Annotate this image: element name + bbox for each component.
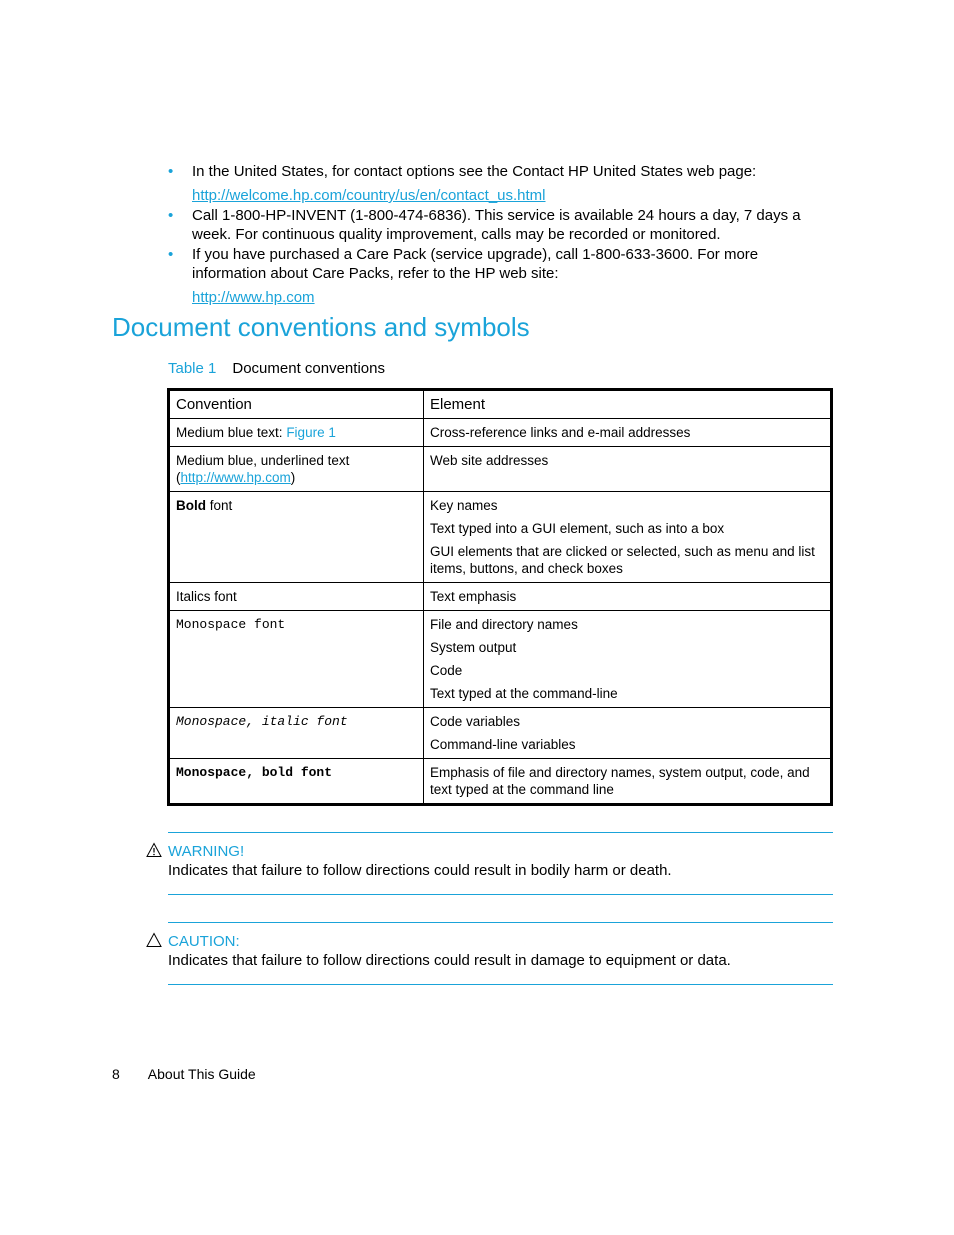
cell-line: System output	[430, 640, 517, 655]
table-row	[169, 759, 832, 805]
header-convention: Convention	[169, 390, 424, 419]
element-cell	[424, 492, 832, 583]
element-cell: Emphasis of file and directory names, system output, code, and text typed at the command line	[424, 759, 832, 805]
caution-notice	[168, 922, 833, 985]
table-caption	[168, 360, 385, 377]
conventions-table	[167, 388, 833, 806]
element-cell	[424, 708, 832, 759]
warning-label: WARNING!	[168, 843, 245, 860]
page-footer	[112, 1066, 256, 1082]
table-row	[169, 492, 832, 583]
table-title: Document conventions	[232, 360, 385, 377]
cell-line: Text typed into a GUI element, such as into a box	[430, 521, 725, 536]
table-row	[169, 447, 832, 492]
section-title: Document conventions and symbols	[112, 312, 530, 342]
caution-text: Indicates that failure to follow directions could result in damage to equipment or data.	[168, 952, 731, 969]
convention-cell: Italics font	[169, 583, 424, 611]
hp-website-link[interactable]: http://www.hp.com	[192, 289, 315, 306]
element-cell: Cross-reference links and e-mail addresses	[424, 419, 832, 447]
bold-text: Bold	[176, 498, 206, 513]
warning-notice	[168, 832, 833, 895]
contact-bullet-list	[168, 162, 818, 308]
paren-open: (	[176, 470, 181, 485]
bullet-text: If you have purchased a Care Pack (service upgrade), call 1-800-633-3600. For more information about Care Packs, refer to the HP web site:	[192, 246, 759, 282]
convention-cell	[169, 492, 424, 583]
table-row	[169, 583, 832, 611]
cell-line: Code	[430, 663, 463, 678]
paren-close: )	[290, 470, 296, 485]
cell-text: Medium blue text:	[176, 425, 287, 440]
bullet-text: In the United States, for contact options see the Contact HP United States web page:	[192, 163, 757, 180]
bullet-text: Call 1-800-HP-INVENT (1-800-474-6836). This service is available 24 hours a day, 7 days a week. For continuous quality improvement, calls may be recorded or monitored.	[192, 207, 801, 243]
bullet-item-care-pack	[168, 245, 818, 307]
caution-label: CAUTION:	[168, 933, 240, 950]
cell-line: Code variables	[430, 714, 521, 729]
warning-triangle-icon	[146, 842, 162, 858]
bullet-item-contact-page	[168, 162, 818, 205]
table-header-row	[169, 390, 832, 419]
cell-text: Medium blue, underlined text	[176, 453, 350, 468]
contact-us-link[interactable]: http://welcome.hp.com/country/us/en/contact_us.html	[192, 187, 546, 204]
hp-example-link[interactable]: http://www.hp.com	[180, 470, 291, 485]
warning-text: Indicates that failure to follow directions could result in bodily harm or death.	[168, 862, 672, 879]
table-row	[169, 611, 832, 708]
cell-line: Key names	[430, 498, 498, 513]
cell-line: GUI elements that are clicked or selected, such as menu and list items, buttons, and check boxes	[430, 544, 815, 576]
bullet-dot-icon: •	[168, 207, 174, 224]
cell-line: File and directory names	[430, 617, 578, 632]
table-number: Table 1	[168, 360, 217, 377]
caution-triangle-icon	[146, 932, 162, 948]
page-number: 8	[112, 1066, 120, 1082]
convention-cell	[169, 419, 424, 447]
convention-cell: Monospace, bold font	[169, 759, 424, 805]
convention-cell	[169, 447, 424, 492]
element-cell: Text emphasis	[424, 583, 832, 611]
cell-line: Command-line variables	[430, 737, 576, 752]
table-row	[169, 708, 832, 759]
cell-text: font	[206, 498, 233, 513]
figure-1-link[interactable]: Figure 1	[286, 425, 336, 440]
bullet-item-phone	[168, 206, 818, 244]
convention-cell: Monospace, italic font	[169, 708, 424, 759]
bullet-dot-icon: •	[168, 163, 174, 180]
cell-line: Text typed at the command-line	[430, 686, 618, 701]
bullet-dot-icon: •	[168, 246, 174, 263]
convention-cell: Monospace font	[169, 611, 424, 708]
footer-title: About This Guide	[147, 1066, 256, 1082]
header-element: Element	[424, 390, 832, 419]
element-cell	[424, 611, 832, 708]
element-cell: Web site addresses	[424, 447, 832, 492]
table-row	[169, 419, 832, 447]
